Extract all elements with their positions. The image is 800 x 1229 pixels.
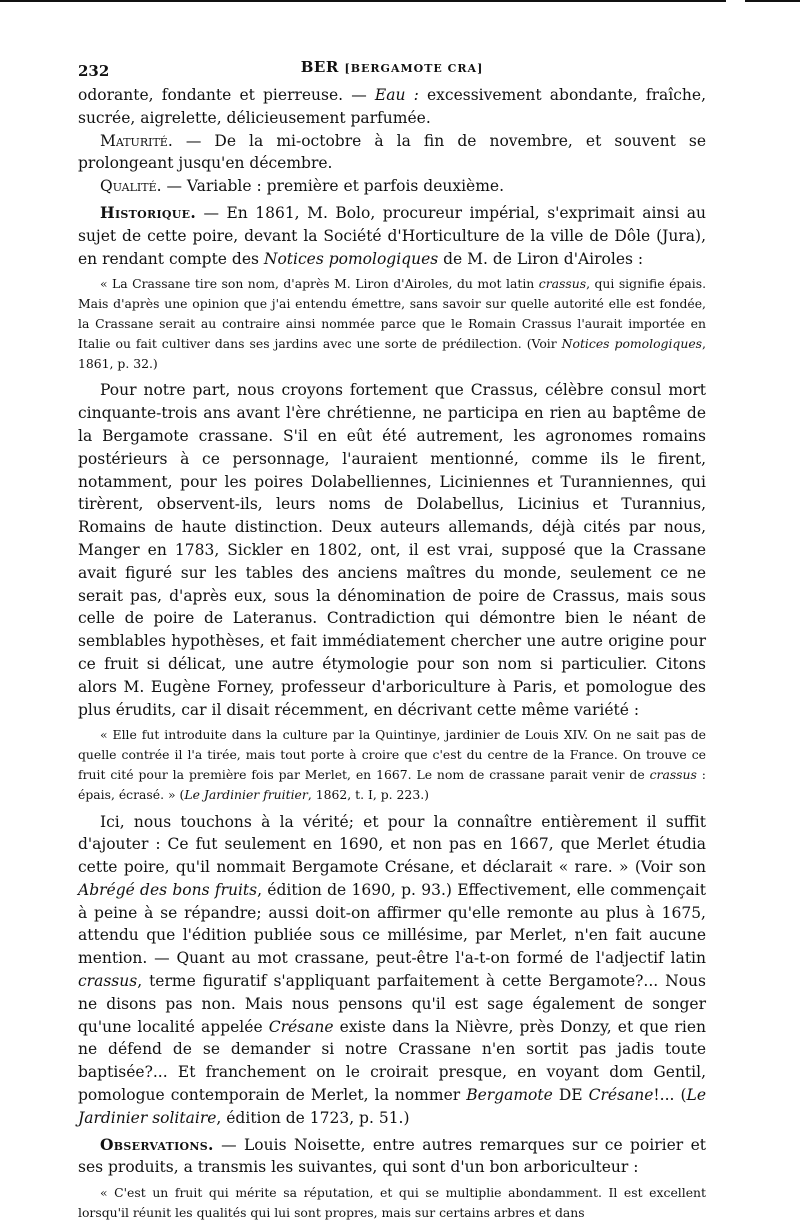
page-number: 232 [78, 62, 110, 80]
historique-heading: Historique. [100, 202, 197, 222]
running-head [78, 58, 706, 84]
running-title [78, 58, 706, 76]
maturite-label: Maturité. [100, 131, 173, 150]
eau-label: Eau : [374, 86, 419, 104]
top-rule [0, 0, 726, 2]
quote-noisette: « C'est un fruit qui mérite sa réputation, et qui se multiplie abondamment. Il est excellent lorsqu'il réunit les qualités qui lui sont propres, mais sur certains arbres et dans [78, 1185, 706, 1221]
page [78, 58, 706, 1229]
paragraph-merlet: Ici, nous touchons à la vérité; et pour la connaître entièrement il suffit d'ajouter : Ce fut seulement en 1690, et non pas en 1667, que Merlet étudia cette poire, qu'il nommait Bergamote Crésane, et déclarait « rare. » (Voir son Abrégé des bons fruits, édition de 1690, p. 93.) Effectivement, elle commençait à peine à se répandre; aussi doit-on affirmer qu'elle remonte au plus à 1675, attendu que l'édition publiée sous ce millésime, par Merlet, n'en fait aucune mention. — Quant au mot crassane, peut-être l'a-t-on formé de l'adjectif latin crassus, terme figuratif s'appliquant parfaitement à cette Bergamote?... Nous ne disons pas non. Mais nous pensons qu'il est sage également de songer qu'une localité appelée Crésane existe dans la Nièvre, près Donzy, et que rien ne défend de se demander si notre Crassane n'en sortit pas jadis toute baptisée?... Et franchement on le croirait presque, en voyant dom Gentil, pomologue contemporain de Merlet, la nommer Bergamote DE Crésane!... (Le Jardinier solitaire, édition de 1723, p. 51.) [78, 812, 706, 1127]
paragraph-historique: Historique. — En 1861, M. Bolo, procureur impérial, s'exprimait ainsi au sujet de cette poire, devant la Société d'Horticulture de la ville de Dôle (Jura), en rendant compte des Notices pomologiques de M. de Liron d'Airoles : [78, 202, 706, 268]
paragraph-maturite: Maturité. — De la mi-octobre à la fin de novembre, et souvent se prolongeant jusqu'en décembre. [78, 131, 706, 173]
running-title-main: BER [300, 58, 339, 76]
paragraph-crassus: Pour notre part, nous croyons fortement que Crassus, célèbre consul mort cinquante-trois ans avant l'ère chrétienne, ne participa en rien au baptême de la Bergamote crassane. S'il en eût été autrement, les agronomes romains postérieurs à ce personnage, l'auraient mentionné, comme ils le firent, notamment, pour les poires Dolabelliennes, Liciniennes et Turanniennes, qui tirèrent, observent-ils, leurs noms de Dolabellus, Licinius et Turannius, Romains de haute distinction. Deux auteurs allemands, déjà cités par nous, Manger en 1783, Sickler en 1802, ont, il est vrai, supposé que la Crassane avait figuré sur les tables des anciens maîtres du monde, seulement ce ne serait pas, d'après eux, sous la dénomination de poire de Crassus, mais sous celle de poire de Lateranus. Contradiction qui démontre bien le néant de semblables hypothèses, et fait immédiatement chercher une autre origine pour ce fruit si délicat, une autre étymologie pour son nom si particulier. Citons alors M. Eugène Forney, professeur d'arboriculture à Paris, et pomologue des plus érudits, car il disait récemment, en décrivant cette même variété : [78, 381, 706, 719]
paragraph-observations: Observations. — Louis Noisette, entre autres remarques sur ce poirier et ses produits, a transmis les suivantes, qui sont d'un bon arboriculteur : [78, 1134, 706, 1177]
qualite-label: Qualité. [100, 177, 162, 196]
observations-heading: Observations. [100, 1134, 214, 1154]
quote-liron: « La Crassane tire son nom, d'après M. Liron d'Airoles, du mot latin crassus, qui signifie épais. Mais d'après une opinion que j'ai entendu émettre, sans savoir sur quelle autorité elle est fondée, la Crassane serait au contraire ainsi nommée parce que le Romain Crassus l'aurait importée en Italie ou fait cultiver dans ses jardins avec une sorte de prédilection. (Voir Notices pomologiques, 1861, p. 32.) [78, 276, 707, 371]
paragraph-qualite: Qualité. — Variable : première et parfois deuxième. [100, 177, 505, 196]
running-title-sub: [BERGAMOTE CRA] [344, 62, 484, 75]
paragraph-flesh: odorante, fondante et pierreuse. — Eau : excessivement abondante, fraîche, sucrée, aigrelette, délicieusement parfumée. [78, 86, 706, 127]
top-rule-right [745, 0, 800, 2]
quote-forney: « Elle fut introduite dans la culture par la Quintinye, jardinier de Louis XIV. On ne sait pas de quelle contrée il l'a tirée, mais tout porte à croire que c'est du centre de la France. On trouve ce fruit cité pour la première fois par Merlet, en 1667. Le nom de crassane parait venir de crassus : épais, écrasé. » (Le Jardinier fruitier, 1862, t. I, p. 223.) [78, 727, 706, 802]
